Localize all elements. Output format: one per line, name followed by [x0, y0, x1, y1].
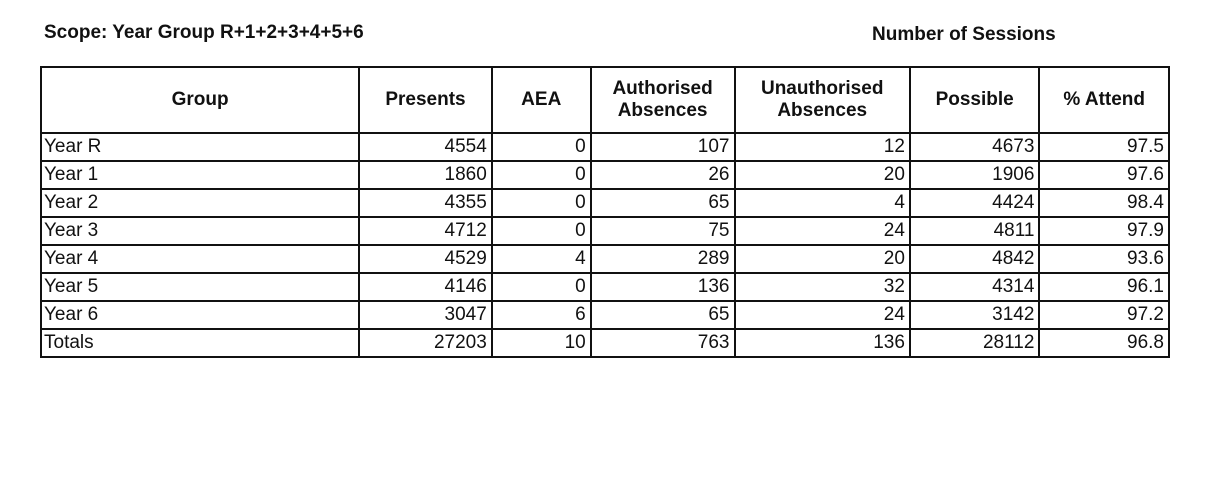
column-header-possible: Possible [910, 67, 1040, 133]
cell-group: Year R [41, 133, 359, 161]
table-row [41, 161, 1169, 189]
units-label: Number of Sessions [872, 24, 1056, 45]
cell-percent-attend: 93.6 [1039, 245, 1169, 273]
cell-percent-attend: 97.2 [1039, 301, 1169, 329]
cell-aea: 6 [492, 301, 591, 329]
cell-group: Year 5 [41, 273, 359, 301]
cell-authorised-absences: 107 [591, 133, 735, 161]
cell-presents: 4712 [359, 217, 492, 245]
cell-unauthorised-absences: 20 [735, 245, 910, 273]
table-row [41, 189, 1169, 217]
column-header-group: Group [41, 67, 359, 133]
cell-percent-attend: 96.1 [1039, 273, 1169, 301]
table-row [41, 245, 1169, 273]
cell-unauthorised-absences: 32 [735, 273, 910, 301]
cell-percent-attend: 97.6 [1039, 161, 1169, 189]
cell-presents: 1860 [359, 161, 492, 189]
attendance-table [40, 66, 1170, 358]
cell-possible: 4314 [910, 273, 1040, 301]
cell-percent-attend: 97.5 [1039, 133, 1169, 161]
column-header-unauthorised-absences: Unauthorised Absences [735, 67, 910, 133]
column-header-presents: Presents [359, 67, 492, 133]
cell-authorised-absences: 65 [591, 301, 735, 329]
cell-aea: 0 [492, 133, 591, 161]
cell-unauthorised-absences: 24 [735, 217, 910, 245]
cell-group: Totals [41, 329, 359, 357]
cell-aea: 10 [492, 329, 591, 357]
cell-group: Year 3 [41, 217, 359, 245]
cell-unauthorised-absences: 4 [735, 189, 910, 217]
column-header-aea: AEA [492, 67, 591, 133]
cell-possible: 4811 [910, 217, 1040, 245]
cell-group: Year 1 [41, 161, 359, 189]
cell-percent-attend: 97.9 [1039, 217, 1169, 245]
cell-aea: 0 [492, 217, 591, 245]
cell-authorised-absences: 763 [591, 329, 735, 357]
table-row [41, 217, 1169, 245]
cell-authorised-absences: 289 [591, 245, 735, 273]
cell-possible: 4673 [910, 133, 1040, 161]
cell-group: Year 6 [41, 301, 359, 329]
cell-group: Year 4 [41, 245, 359, 273]
cell-group: Year 2 [41, 189, 359, 217]
cell-unauthorised-absences: 136 [735, 329, 910, 357]
column-header-percent-attend: % Attend [1039, 67, 1169, 133]
cell-authorised-absences: 26 [591, 161, 735, 189]
cell-presents: 3047 [359, 301, 492, 329]
cell-aea: 0 [492, 189, 591, 217]
cell-aea: 0 [492, 161, 591, 189]
cell-possible: 1906 [910, 161, 1040, 189]
cell-presents: 4146 [359, 273, 492, 301]
table-row [41, 273, 1169, 301]
cell-possible: 4842 [910, 245, 1040, 273]
cell-unauthorised-absences: 20 [735, 161, 910, 189]
cell-unauthorised-absences: 24 [735, 301, 910, 329]
cell-percent-attend: 98.4 [1039, 189, 1169, 217]
cell-presents: 4355 [359, 189, 492, 217]
cell-aea: 4 [492, 245, 591, 273]
cell-possible: 28112 [910, 329, 1040, 357]
totals-row [41, 329, 1169, 357]
table-row [41, 133, 1169, 161]
cell-percent-attend: 96.8 [1039, 329, 1169, 357]
cell-presents: 27203 [359, 329, 492, 357]
cell-authorised-absences: 136 [591, 273, 735, 301]
cell-aea: 0 [492, 273, 591, 301]
cell-presents: 4529 [359, 245, 492, 273]
cell-presents: 4554 [359, 133, 492, 161]
cell-possible: 3142 [910, 301, 1040, 329]
column-header-authorised-absences: Authorised Absences [591, 67, 735, 133]
table-header-row [41, 67, 1169, 133]
cell-authorised-absences: 65 [591, 189, 735, 217]
cell-authorised-absences: 75 [591, 217, 735, 245]
scope-label: Scope: Year Group R+1+2+3+4+5+6 [44, 22, 364, 43]
cell-unauthorised-absences: 12 [735, 133, 910, 161]
table-row [41, 301, 1169, 329]
cell-possible: 4424 [910, 189, 1040, 217]
